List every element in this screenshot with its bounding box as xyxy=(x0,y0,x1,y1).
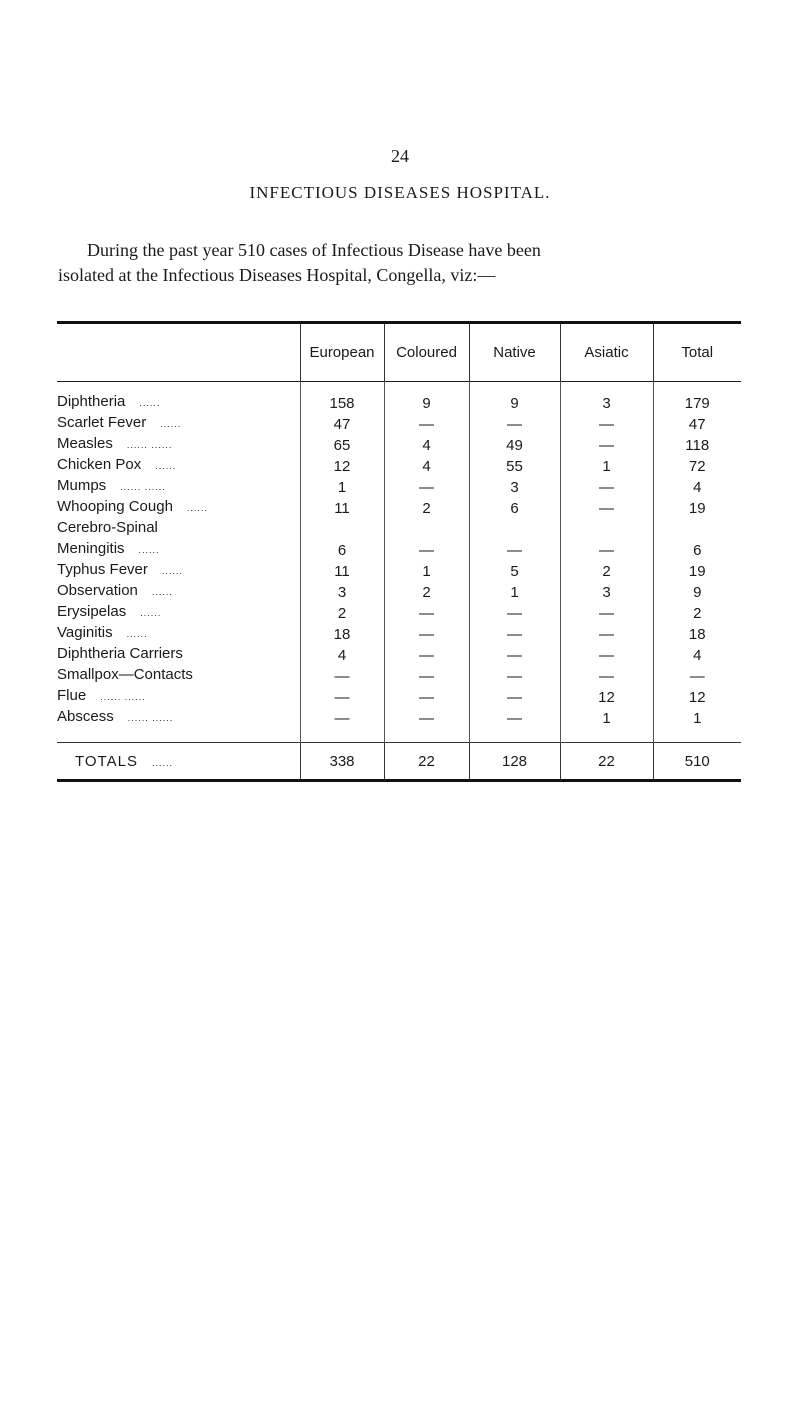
cell-european: — xyxy=(300,686,384,707)
row-label-cell xyxy=(57,382,300,414)
row-label-cell xyxy=(57,455,300,476)
cell-asiatic: — xyxy=(560,602,653,623)
row-label-cell xyxy=(57,560,300,581)
totals-asiatic: 22 xyxy=(560,743,653,781)
cell-native: — xyxy=(469,623,560,644)
totals-european: 338 xyxy=(300,743,384,781)
cell-asiatic: — xyxy=(560,623,653,644)
cell-total xyxy=(653,518,741,539)
cell-european: 18 xyxy=(300,623,384,644)
cell-asiatic: 12 xyxy=(560,686,653,707)
table-row xyxy=(57,560,741,581)
row-label-cell xyxy=(57,434,300,455)
column-header-native: Native xyxy=(469,323,560,382)
leader-dots: ...... xyxy=(140,608,162,618)
cell-total: 1 xyxy=(653,707,741,743)
cell-coloured: 1 xyxy=(384,560,469,581)
cell-european: 6 xyxy=(300,539,384,560)
cell-native xyxy=(469,518,560,539)
table-row xyxy=(57,476,741,497)
leader-dots: ...... xyxy=(160,419,182,429)
row-label: Abscess xyxy=(57,708,114,725)
table-row xyxy=(57,665,741,686)
cell-european: 47 xyxy=(300,413,384,434)
cell-native: 9 xyxy=(469,382,560,414)
table-row xyxy=(57,707,741,743)
row-label: Scarlet Fever xyxy=(57,414,147,431)
cell-asiatic: — xyxy=(560,434,653,455)
cell-total: — xyxy=(653,665,741,686)
cell-coloured: 4 xyxy=(384,455,469,476)
table-row xyxy=(57,518,741,539)
table-row xyxy=(57,686,741,707)
row-label-cell xyxy=(57,644,300,665)
row-label: Chicken Pox xyxy=(57,456,142,473)
row-label-cell xyxy=(57,476,300,497)
cell-coloured: — xyxy=(384,707,469,743)
table-row xyxy=(57,497,741,518)
cell-native: — xyxy=(469,665,560,686)
row-label-cell xyxy=(57,581,300,602)
cell-total: 72 xyxy=(653,455,741,476)
cell-asiatic: 3 xyxy=(560,382,653,414)
row-label-cell xyxy=(57,497,300,518)
cell-native: — xyxy=(469,707,560,743)
cell-coloured: — xyxy=(384,602,469,623)
intro-line-2: isolated at the Infectious Diseases Hospital, Congella, viz:— xyxy=(58,265,496,285)
leader-dots: ...... ...... xyxy=(100,692,146,702)
leader-dots: ...... xyxy=(139,398,161,408)
row-label: Flue xyxy=(57,687,87,704)
cell-european: 11 xyxy=(300,560,384,581)
cell-native: 3 xyxy=(469,476,560,497)
cell-native: 49 xyxy=(469,434,560,455)
row-label-cell xyxy=(57,623,300,644)
totals-coloured: 22 xyxy=(384,743,469,781)
totals-native: 128 xyxy=(469,743,560,781)
column-header-total: Total xyxy=(653,323,741,382)
cell-native: 5 xyxy=(469,560,560,581)
cell-total: 9 xyxy=(653,581,741,602)
totals-label: TOTALS xyxy=(75,752,138,770)
column-header-european: European xyxy=(300,323,384,382)
cell-total: 47 xyxy=(653,413,741,434)
cell-total: 18 xyxy=(653,623,741,644)
cell-total: 19 xyxy=(653,497,741,518)
cell-asiatic: 2 xyxy=(560,560,653,581)
table-header-row xyxy=(57,323,741,382)
disease-cases-table xyxy=(57,321,741,782)
leader-dots: ...... ...... xyxy=(126,440,173,450)
table-row xyxy=(57,581,741,602)
totals-row xyxy=(57,743,741,781)
cell-native: 55 xyxy=(469,455,560,476)
cell-asiatic: — xyxy=(560,497,653,518)
intro-paragraph xyxy=(58,238,800,288)
table-row xyxy=(57,413,741,434)
cell-european: 65 xyxy=(300,434,384,455)
cell-total: 2 xyxy=(653,602,741,623)
leader-dots: ...... ...... xyxy=(120,482,166,492)
page-title: INFECTIOUS DISEASES HOSPITAL. xyxy=(249,183,551,202)
cell-asiatic: 3 xyxy=(560,581,653,602)
cell-coloured: 4 xyxy=(384,434,469,455)
leader-dots: ...... xyxy=(151,587,173,597)
row-label: Erysipelas xyxy=(57,603,127,620)
totals-total: 510 xyxy=(653,743,741,781)
cell-asiatic: — xyxy=(560,413,653,434)
table-row xyxy=(57,623,741,644)
row-label: Meningitis xyxy=(57,540,125,557)
table-row xyxy=(57,539,741,560)
row-label: Mumps xyxy=(57,477,107,494)
cell-native: — xyxy=(469,686,560,707)
cell-coloured: — xyxy=(384,665,469,686)
row-label: Measles xyxy=(57,435,113,452)
cell-asiatic: — xyxy=(560,665,653,686)
column-header-coloured: Coloured xyxy=(384,323,469,382)
cell-native: — xyxy=(469,413,560,434)
cell-total: 4 xyxy=(653,476,741,497)
row-label: Vaginitis xyxy=(57,624,113,641)
cell-european: 4 xyxy=(300,644,384,665)
leader-dots: ...... xyxy=(155,461,177,471)
cell-asiatic: — xyxy=(560,644,653,665)
cell-coloured: — xyxy=(384,686,469,707)
row-label-cell xyxy=(57,539,300,560)
cell-european: 12 xyxy=(300,455,384,476)
row-label: Cerebro-Spinal xyxy=(57,519,158,536)
row-label: Typhus Fever xyxy=(57,561,148,578)
cell-coloured xyxy=(384,518,469,539)
row-label-cell xyxy=(57,665,300,686)
cell-coloured: — xyxy=(384,623,469,644)
cell-european: 11 xyxy=(300,497,384,518)
totals-label-cell xyxy=(57,743,300,781)
cell-asiatic: — xyxy=(560,476,653,497)
cell-asiatic xyxy=(560,518,653,539)
table-row xyxy=(57,644,741,665)
cell-european: 158 xyxy=(300,382,384,414)
row-label: Diphtheria xyxy=(57,393,126,410)
row-label: Smallpox—Contacts xyxy=(57,666,193,683)
row-label: Whooping Cough xyxy=(57,498,173,515)
row-label: Observation xyxy=(57,582,138,599)
intro-line-1: During the past year 510 cases of Infectious Disease have been xyxy=(87,240,541,260)
row-label: Diphtheria Carriers xyxy=(57,645,183,662)
cell-coloured: 2 xyxy=(384,581,469,602)
cell-coloured: — xyxy=(384,644,469,665)
cell-european: — xyxy=(300,707,384,743)
leader-dots: ...... xyxy=(151,757,173,768)
table-row xyxy=(57,602,741,623)
cell-asiatic: 1 xyxy=(560,707,653,743)
leader-dots: ...... xyxy=(126,629,148,639)
cell-total: 118 xyxy=(653,434,741,455)
cell-european: 1 xyxy=(300,476,384,497)
row-label-cell xyxy=(57,707,300,743)
cell-european: 2 xyxy=(300,602,384,623)
cell-total: 6 xyxy=(653,539,741,560)
table-body xyxy=(57,382,741,743)
cell-coloured: 9 xyxy=(384,382,469,414)
cell-native: — xyxy=(469,644,560,665)
column-header-asiatic: Asiatic xyxy=(560,323,653,382)
table-row xyxy=(57,434,741,455)
table-row xyxy=(57,382,741,414)
cell-total: 12 xyxy=(653,686,741,707)
cell-european: 3 xyxy=(300,581,384,602)
row-label-cell xyxy=(57,413,300,434)
cell-european: — xyxy=(300,665,384,686)
cell-coloured: 2 xyxy=(384,497,469,518)
cell-total: 179 xyxy=(653,382,741,414)
leader-dots: ...... xyxy=(138,545,160,555)
cell-native: 1 xyxy=(469,581,560,602)
cell-coloured: — xyxy=(384,539,469,560)
cell-native: — xyxy=(469,539,560,560)
row-label-cell xyxy=(57,602,300,623)
table-row xyxy=(57,455,741,476)
leader-dots: ...... ...... xyxy=(127,713,174,723)
row-label-cell xyxy=(57,518,300,539)
cell-european xyxy=(300,518,384,539)
cell-coloured: — xyxy=(384,413,469,434)
header-stub xyxy=(57,323,300,382)
cell-total: 19 xyxy=(653,560,741,581)
page-number: 24 xyxy=(391,146,409,166)
cell-native: 6 xyxy=(469,497,560,518)
cell-asiatic: — xyxy=(560,539,653,560)
leader-dots: ...... xyxy=(161,566,183,576)
leader-dots: ...... xyxy=(186,503,208,513)
cell-coloured: — xyxy=(384,476,469,497)
cell-asiatic: 1 xyxy=(560,455,653,476)
row-label-cell xyxy=(57,686,300,707)
cell-native: — xyxy=(469,602,560,623)
cell-total: 4 xyxy=(653,644,741,665)
